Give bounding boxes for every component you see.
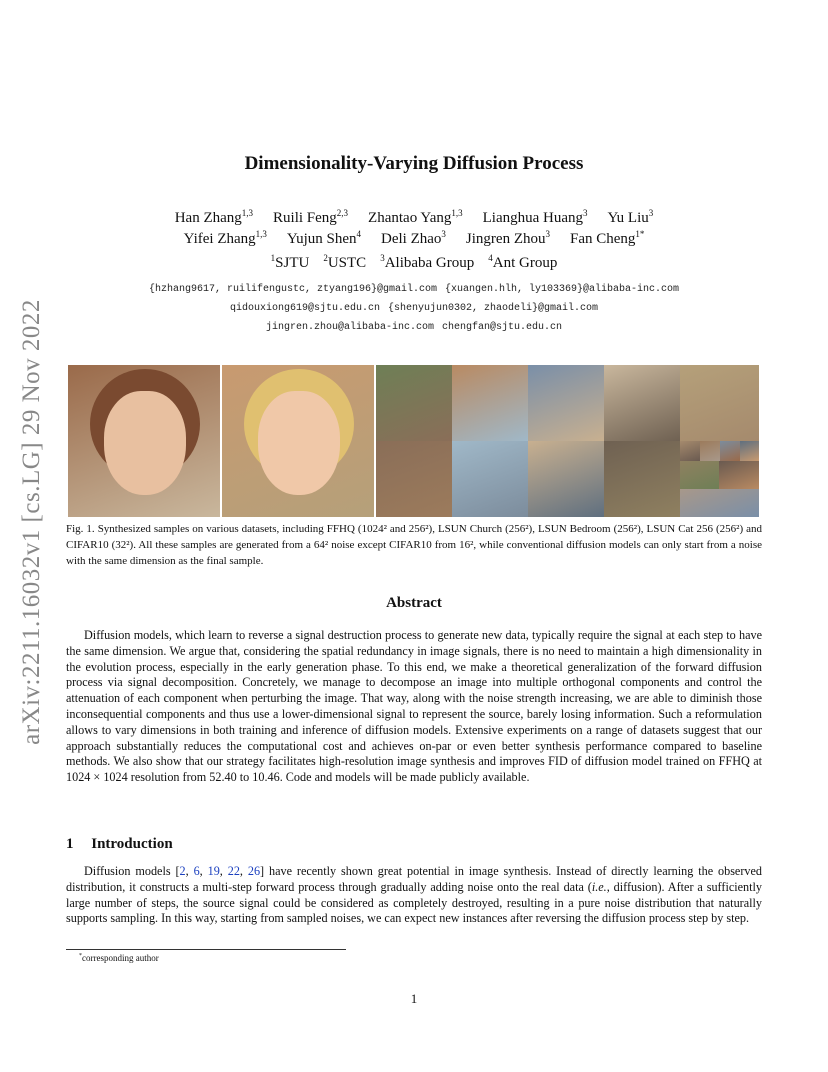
email: jingren.zhou@alibaba-inc.com — [265, 322, 434, 333]
citation-link[interactable]: 6 — [193, 864, 200, 878]
section-heading — [66, 836, 173, 853]
sample-image — [528, 365, 604, 441]
sample-image — [376, 441, 452, 517]
caption-label: Fig. 1. — [66, 523, 95, 535]
intro-paragraph — [66, 864, 762, 927]
section-title: Introduction — [91, 836, 173, 852]
author-affil-sup: 4 — [356, 229, 361, 239]
affiliation: $^2$USTC — [323, 253, 367, 271]
authors-line-1 — [0, 208, 828, 227]
sample-image — [452, 441, 528, 517]
sample-image — [680, 441, 700, 461]
author-affil-sup: 3 — [583, 208, 588, 218]
abstract-heading: Abstract — [386, 595, 442, 611]
face-shape — [258, 391, 340, 495]
sample-image — [700, 441, 720, 461]
author-name: Yujun Shen$^4$ — [286, 229, 361, 247]
arxiv-side-label: arXiv:2211.16032v1 [cs.LG] 29 Nov 2022 — [18, 299, 45, 745]
email: chengfan@sjtu.edu.cn — [442, 322, 563, 333]
citation-link[interactable]: 19 — [207, 864, 220, 878]
author-affil-sup: 1* — [635, 229, 645, 239]
author-affil-sup: 3 — [648, 208, 654, 218]
caption-text: Synthesized samples on various datasets, including FFHQ (1024² and 256²), LSUN Church (256²), LSUN Bedroom (256²), LSUN Cat 256 (256²) and CIFAR10 (32²). All these samples are generated from a 64² noise except CIFAR10 from 16², while conventional diffusion models can only start from a noise with the same dimension as the final sample. — [66, 523, 762, 567]
footnote-text: corresponding author — [82, 953, 159, 963]
citation-link[interactable]: 22 — [227, 864, 240, 878]
intro-ie: i.e. — [591, 879, 607, 894]
authors-line-2 — [0, 229, 828, 248]
affiliation: $^1$SJTU — [270, 253, 310, 271]
emails-line-3 — [0, 322, 828, 333]
email: {xuangen.hlh, ly103369}@alibaba-inc.com — [445, 284, 680, 295]
author-name: Zhantao Yang$^{1,3}$ — [368, 208, 463, 226]
affiliation: $^3$Alibaba Group — [380, 253, 475, 271]
intro-text-1: Diffusion models [ — [84, 864, 180, 878]
citation-refs: 2, 6, 19, 22, 26 — [179, 864, 261, 878]
face-shape — [104, 391, 186, 495]
paper-title: Dimensionality-Varying Diffusion Process — [244, 153, 584, 174]
affiliations — [0, 253, 828, 272]
author-affil-sup: 1,3 — [451, 208, 463, 218]
emails-line-2 — [0, 303, 828, 314]
abstract-text: Diffusion models, which learn to reverse a signal destruction process to generate new data, typically require the signal at each step to have the same dimension. We argue that, considering the spatial redundancy in image signals, there is no need to maintain a high dimensionality in the evolution process, especially in the early generation phase. To this end, we make a theoretical generalization of the forward diffusion process via signal decomposition. Concretely, we manage to decompose an image into multiple orthogonal components and control the attenuation of each component when perturbing the image. That way, along with the noise strength increasing, we are able to diminish those inconsequential components and thus use a lower-dimensional signal to represent the source, barely losing information. Such a reformulation allows to vary dimensions in both training and inference of diffusion models. Extensive experiments on a range of datasets suggest that our approach substantially reduces the computational cost and achieves on-par or even better synthesis performance compared to baseline methods. We also show that our strategy facilitates high-resolution image synthesis and improves FID of diffusion model trained on FFHQ at 1024 × 1024 resolution from 52.40 to 10.46. Code and models will be made publicly available. — [66, 628, 762, 785]
sample-image — [719, 461, 759, 489]
author-affil-sup: 1,3 — [241, 208, 254, 218]
figure-samples-grid — [68, 365, 759, 517]
footnote-rule — [66, 949, 346, 950]
sample-image — [604, 441, 680, 517]
author-name: Yu Liu$^3$ — [607, 208, 654, 226]
author-affil-sup: 3 — [441, 229, 446, 239]
author-name: Ruili Feng$^{2,3}$ — [273, 208, 349, 226]
figure-caption — [66, 521, 762, 569]
author-name: Deli Zhao$^3$ — [381, 229, 446, 247]
email: qidouxiong619@sjtu.edu.cn — [229, 303, 380, 314]
intro-text-2: ] have recently shown great potential in image synthesis. Instead of directly learning the observed distribution, it constructs a multi-step forward process through gradually adding noise onto the real data ( — [66, 864, 763, 894]
sample-image — [376, 365, 452, 441]
author-affil-sup: 2,3 — [336, 208, 349, 218]
email: {shenyujun0302, zhaodeli}@gmail.com — [387, 303, 599, 314]
author-affil-sup: 3 — [545, 229, 550, 239]
sample-image — [720, 441, 740, 461]
email: {hzhang9617, ruilifengustc, ztyang196}@gmail.com — [148, 284, 437, 295]
author-name: Lianghua Huang$^3$ — [482, 208, 588, 226]
citation-link[interactable]: 26 — [247, 864, 261, 878]
sample-image — [740, 441, 759, 461]
sample-image — [680, 365, 759, 441]
intro-text-3: , diffusion). After a sufficiently large number of steps, the source signal could be considered as completely destroyed, resulting in a pure noise distribution that naturally supports sampling. In this way, starting from sampled noises, we can expect new instances after reversing the diffusion process step by step. — [66, 879, 762, 926]
footnote-mark: * — [79, 953, 82, 959]
footnote — [79, 953, 159, 963]
author-affil-sup: 1,3 — [255, 229, 267, 239]
page-number: 1 — [410, 991, 418, 1006]
sample-image — [604, 365, 680, 441]
author-name: Han Zhang$^{1,3}$ — [174, 208, 254, 226]
author-name: Yifei Zhang$^{1,3}$ — [183, 229, 267, 247]
sample-image — [452, 365, 528, 441]
author-name: Jingren Zhou$^3$ — [465, 229, 550, 247]
section-number: 1 — [66, 836, 74, 852]
sample-image — [680, 461, 719, 489]
citation-link[interactable]: 2 — [179, 864, 186, 878]
author-name: Fan Cheng$^{1*}$ — [569, 229, 645, 247]
affiliation: $^4$Ant Group — [488, 253, 558, 271]
sample-image — [680, 489, 759, 517]
sample-image — [528, 441, 604, 517]
emails-line-1 — [0, 284, 828, 295]
